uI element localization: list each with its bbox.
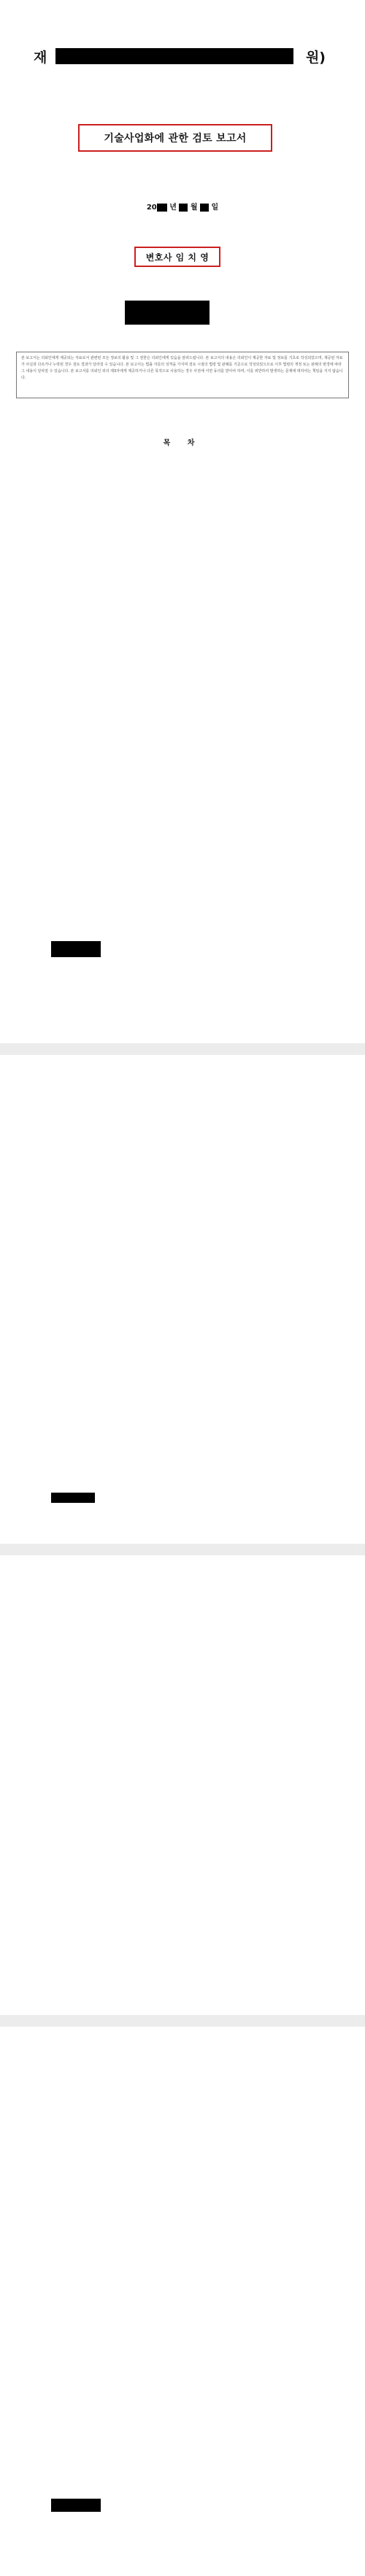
redaction-block (51, 941, 101, 957)
confidentiality-notice: 본 보고서는 의뢰인에게 제공되는 자료로서 관련된 모든 정보의 활용 및 그 권한은 의뢰인에게 있음을 알려드립니다. 본 보고서의 내용은 의뢰인이 제공한 자료 및 정보를 기초로 작성되었으며, 제공된 자료가 사실과 다르거나 누락된 경우 검토 결과가 달라질 수 있습니다. 본 보고서는 법률 자문의 성격을 가지며 검토 시점의 법령 및 판례를 기준으로 작성되었으므로 이후 법령의 개정 또는 판례의 변경에 따라 그 내용이 달라질 수 있습니다. 본 보고서를 의뢰인 외의 제3자에게 제공하거나 다른 목적으로 사용하는 경우 사전에 서면 동의를 받아야 하며, 이를 위반하여 발생하는 문제에 대하여는 책임을 지지 않습니다. (16, 352, 349, 398)
redaction-block (51, 1493, 95, 1503)
redaction-bar (200, 204, 209, 212)
report-page-1 (0, 0, 365, 1043)
report-date: 20 년 월 일 (146, 204, 219, 212)
report-page-3 (0, 1555, 365, 2015)
author-box (134, 247, 220, 267)
redaction-bar (55, 48, 293, 64)
cover-header-right: 원) (305, 50, 326, 66)
redaction-bar (179, 204, 188, 212)
redaction-block (51, 2499, 101, 2512)
report-page-4 (0, 2027, 365, 2576)
toc-title: 목 차 (163, 439, 202, 447)
report-title: 기술사업화에 관한 검토 보고서 (104, 133, 247, 144)
report-page-2 (0, 1055, 365, 1544)
report-title-box (78, 124, 272, 152)
redaction-block (125, 301, 210, 325)
author-name: 변호사 임 치 영 (145, 252, 210, 263)
cover-header (34, 45, 326, 67)
redaction-bar (157, 204, 167, 212)
cover-header-left: 재 (34, 50, 47, 66)
